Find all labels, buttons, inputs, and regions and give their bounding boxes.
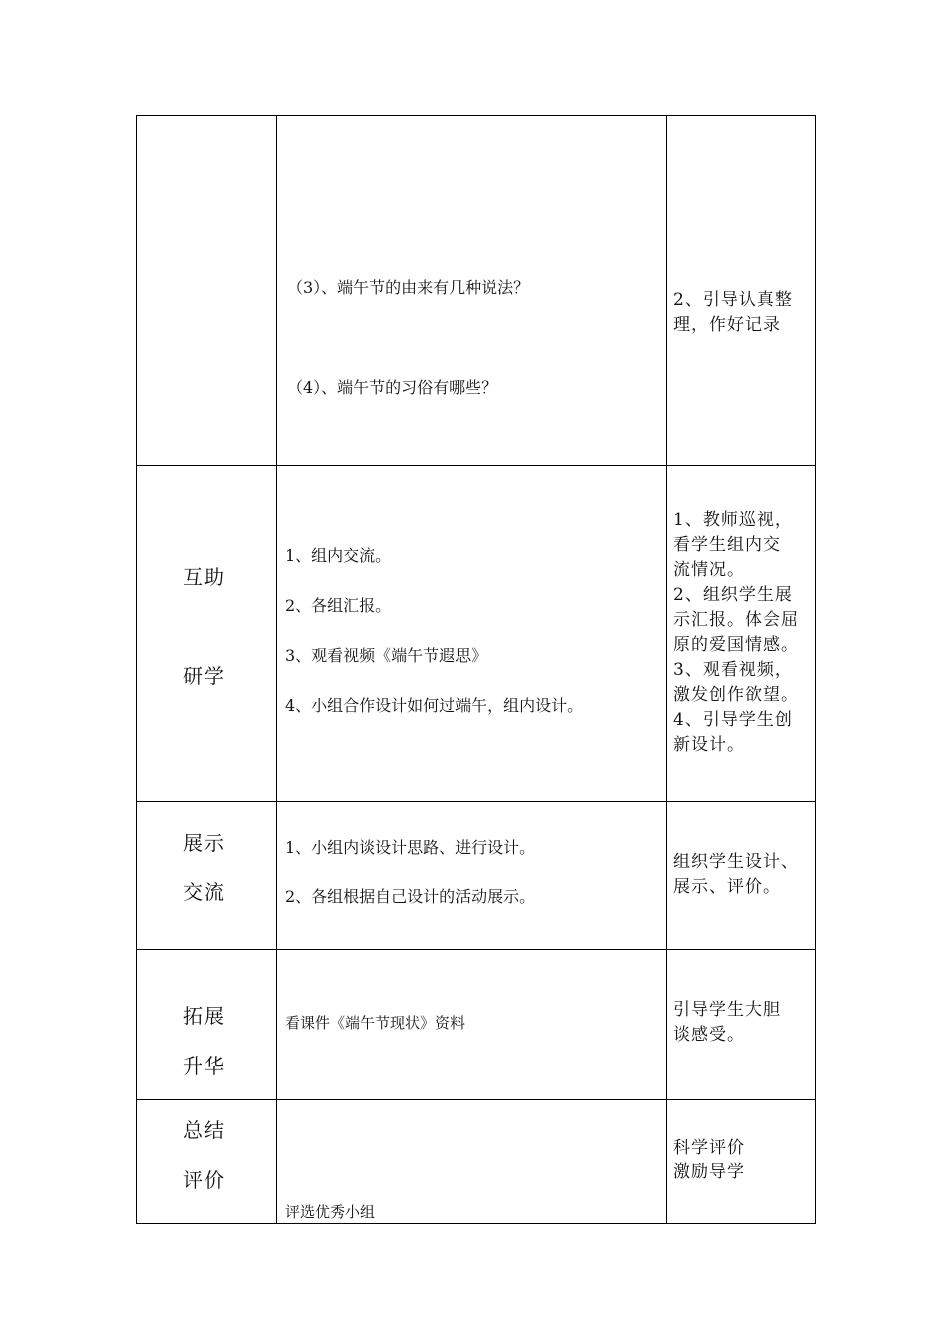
row2-guide-line: 4、引导学生创 <box>673 710 793 730</box>
row1-content-line: （4）、端午节的习俗有哪些？ <box>287 378 498 397</box>
row2-content-line: 4、小组合作设计如何过端午，组内设计。 <box>285 696 584 715</box>
row2-guide-line: 新设计。 <box>673 735 745 755</box>
row2-guide-line: 激发创作欲望。 <box>673 685 799 705</box>
row-divider <box>137 465 815 466</box>
row1-content-line: （3）、端午节的由来有几种说法？ <box>287 278 530 297</box>
row2-guide-line: 1、教师巡视， <box>673 510 793 530</box>
row1-guide-line: 理，作好记录 <box>673 315 781 335</box>
row3-label-line: 交流 <box>183 880 225 904</box>
row2-guide-line: 2、组织学生展 <box>673 585 793 605</box>
row2-guide-line: 示汇报。体会屈 <box>673 610 799 630</box>
row5-guide-line: 激励导学 <box>673 1162 745 1182</box>
row-divider <box>137 801 815 802</box>
row3-guide-line: 组织学生设计、 <box>673 852 799 872</box>
row2-content-line: 3、观看视频《端午节遐思》 <box>285 646 488 665</box>
column-divider <box>276 116 277 1223</box>
row3-content-line: 2、各组根据自己设计的活动展示。 <box>285 887 536 906</box>
row3-label-line: 展示 <box>183 831 225 855</box>
row-divider <box>137 949 815 950</box>
row5-label-line: 评价 <box>183 1168 225 1192</box>
row4-guide-line: 谈感受。 <box>673 1025 745 1045</box>
row4-content-line: 看课件《端午节现状》资料 <box>285 1014 466 1032</box>
row2-guide-line: 原的爱国情感。 <box>673 635 799 655</box>
row4-guide-line: 引导学生大胆 <box>673 1000 781 1020</box>
row2-guide-line: 3、观看视频， <box>673 660 793 680</box>
row2-guide-line: 流情况。 <box>673 560 745 580</box>
row4-label-line: 拓展 <box>183 1004 225 1028</box>
row2-label-line: 研学 <box>183 664 225 688</box>
row5-label-line: 总结 <box>183 1118 225 1142</box>
row5-content-line: 评选优秀小组 <box>285 1203 376 1221</box>
row1-guide-line: 2、引导认真整 <box>673 290 793 310</box>
row2-guide-line: 看学生组内交 <box>673 535 781 555</box>
row2-content-line: 1、组内交流。 <box>285 546 392 565</box>
row2-label-line: 互助 <box>183 565 225 589</box>
row4-label-line: 升华 <box>183 1054 225 1078</box>
row3-content-line: 1、小组内谈设计思路、进行设计。 <box>285 838 536 857</box>
row5-guide-line: 科学评价 <box>673 1138 745 1158</box>
row2-content-line: 2、各组汇报。 <box>285 596 392 615</box>
row-divider <box>137 1099 815 1100</box>
row3-guide-line: 展示、评价。 <box>673 877 781 897</box>
column-divider <box>666 116 667 1223</box>
